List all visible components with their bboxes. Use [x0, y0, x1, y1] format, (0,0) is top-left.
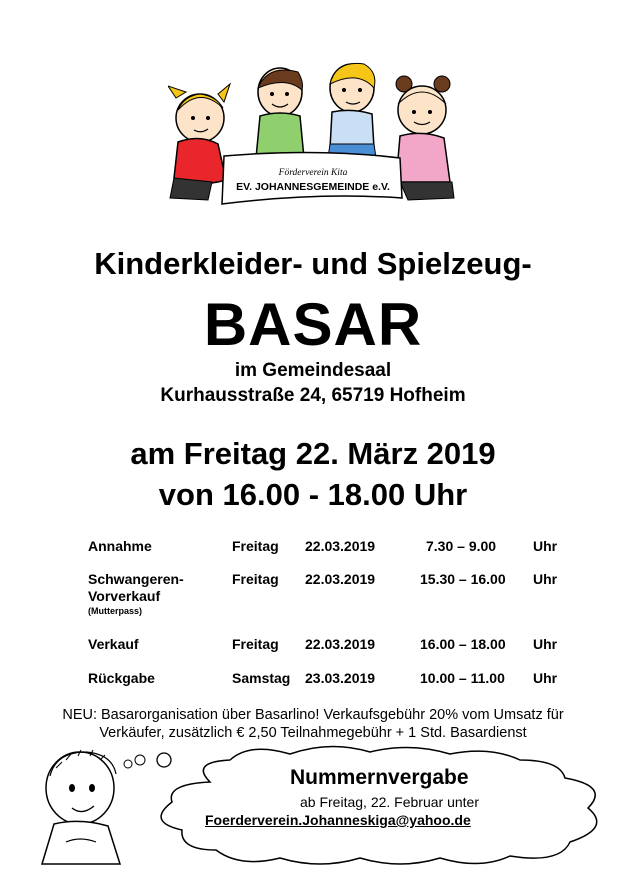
row-unit: Uhr: [533, 670, 558, 686]
row-label: Rückgabe: [88, 670, 155, 686]
row-date: 22.03.2019: [305, 636, 376, 652]
row-time: 10.00 – 11.00: [420, 670, 505, 686]
row-note: (Mutterpass): [88, 606, 143, 616]
event-date: am Freitag 22. März 2019: [130, 436, 496, 471]
notice-line1: NEU: Basarorganisation über Basarlino! Verkaufsgebühr 20% vom Umsatz für: [62, 707, 564, 723]
notice-text: [20, 706, 606, 742]
row-date: 23.03.2019: [305, 670, 376, 686]
logo-line2: EV. JOHANNESGEMEINDE e.V.: [236, 181, 390, 193]
event-time: von 16.00 - 18.00 Uhr: [158, 477, 468, 512]
row-label: Annahme: [88, 538, 152, 554]
row-day: Samstag: [232, 670, 291, 686]
row-time: 15.30 – 16.00: [420, 571, 506, 587]
numbering-subtitle: ab Freitag, 22. Februar unter: [300, 794, 479, 810]
notice-line2: Verkäufer, zusätzlich € 2,50 Teilnahmegebühr + 1 Std. Basardienst: [99, 725, 527, 741]
row-date: 22.03.2019: [305, 538, 376, 554]
kid-blue-icon: [328, 63, 376, 158]
row-day: Freitag: [232, 538, 279, 554]
row-day: Freitag: [232, 571, 279, 587]
row-label: Schwangeren-: [88, 571, 184, 587]
row-unit: Uhr: [533, 571, 558, 587]
kita-logo: [168, 58, 458, 213]
logo-line1: Förderverein Kita: [278, 168, 348, 178]
row-day: Freitag: [232, 636, 279, 652]
row-unit: Uhr: [533, 538, 558, 554]
kid-pink-icon: [396, 76, 454, 200]
numbering-title: Nummernvergabe: [290, 766, 469, 789]
row-label-2: Vorverkauf: [88, 588, 161, 604]
row-time: 7.30 – 9.00: [426, 538, 497, 554]
logo-banner: [222, 152, 402, 204]
venue-address: Kurhausstraße 24, 65719 Hofheim: [160, 385, 466, 406]
email-link[interactable]: Foerderverein.Johanneskiga@yahoo.de: [205, 812, 471, 828]
page-title: BASAR: [203, 291, 423, 358]
row-time: 16.00 – 18.00: [420, 636, 506, 652]
kid-red-icon: [168, 84, 230, 200]
row-label: Verkauf: [88, 636, 139, 652]
headline: Kinderkleider- und Spielzeug-: [94, 246, 532, 281]
kid-green-icon: [254, 68, 306, 166]
row-unit: Uhr: [533, 636, 558, 652]
row-date: 22.03.2019: [305, 571, 376, 587]
venue-line1: im Gemeindesaal: [234, 360, 392, 381]
